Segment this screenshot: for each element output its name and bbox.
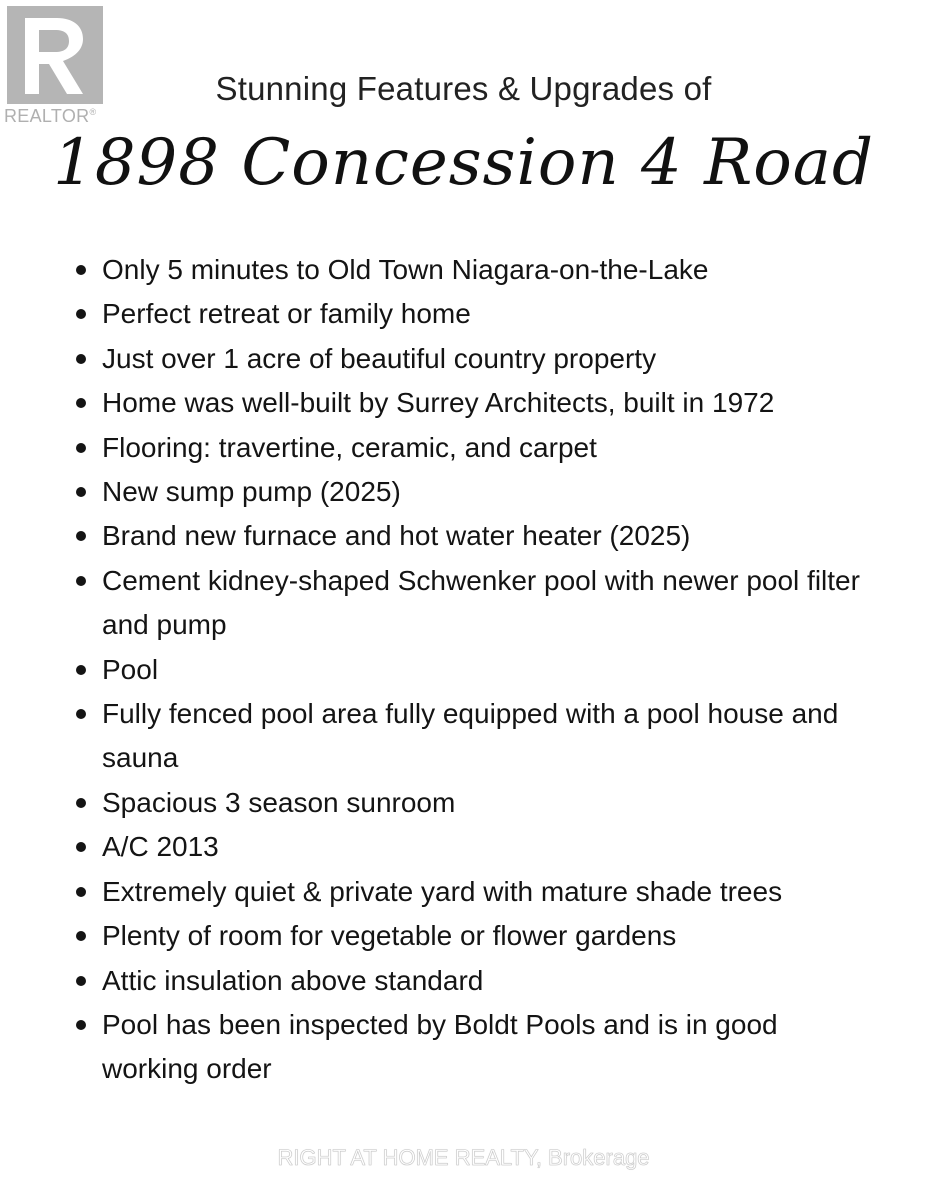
list-item: Spacious 3 season sunroom <box>72 781 862 825</box>
page-subtitle: Stunning Features & Upgrades of <box>215 70 712 107</box>
list-item: New sump pump (2025) <box>72 470 862 514</box>
list-item: Cement kidney-shaped Schwenker pool with newer pool filter and pump <box>72 559 862 648</box>
list-item: Just over 1 acre of beautiful country property <box>72 337 862 381</box>
list-item: Brand new furnace and hot water heater (2025) <box>72 514 862 558</box>
list-item: Pool has been inspected by Boldt Pools and is in good working order <box>72 1003 862 1092</box>
list-item: Plenty of room for vegetable or flower gardens <box>72 914 862 958</box>
list-item: Only 5 minutes to Old Town Niagara-on-the-Lake <box>72 248 862 292</box>
list-item: Pool <box>72 648 862 692</box>
list-item: Perfect retreat or family home <box>72 292 862 336</box>
features-list <box>72 248 862 1092</box>
list-item: Home was well-built by Surrey Architects, built in 1972 <box>72 381 862 425</box>
list-item: A/C 2013 <box>72 825 862 869</box>
list-item: Flooring: travertine, ceramic, and carpet <box>72 426 862 470</box>
brokerage-watermark: RIGHT AT HOME REALTY, Brokerage <box>277 1145 650 1170</box>
list-item: Attic insulation above standard <box>72 959 862 1003</box>
page-title: 1898 Concession 4 Road <box>53 126 874 200</box>
realtor-wordmark: REALTOR® <box>4 106 97 126</box>
list-item: Fully fenced pool area fully equipped with a pool house and sauna <box>72 692 862 781</box>
list-item: Extremely quiet & private yard with mature shade trees <box>72 870 862 914</box>
realtor-logo <box>4 6 108 130</box>
